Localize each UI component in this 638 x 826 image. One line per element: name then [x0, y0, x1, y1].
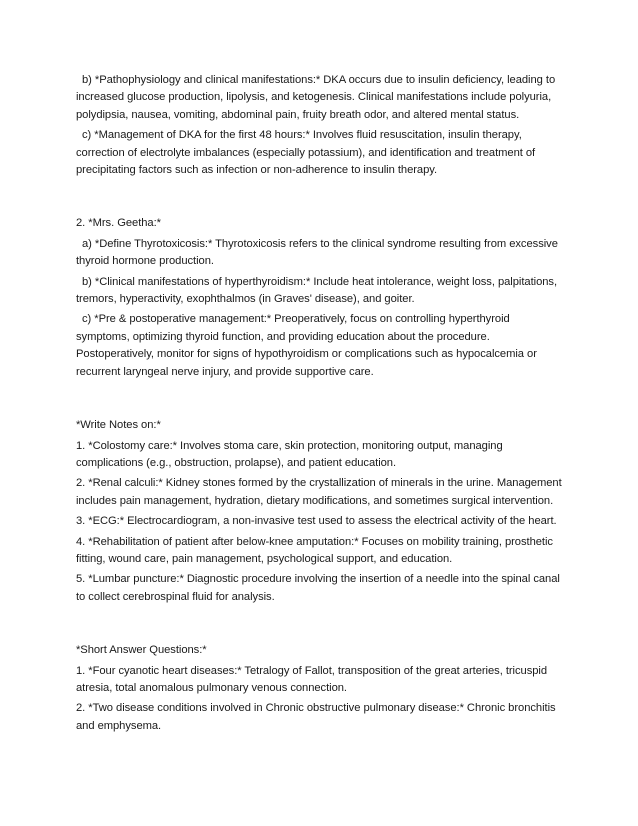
- short-answer-item-cyanotic: 1. *Four cyanotic heart diseases:* Tetralogy of Fallot, transposition of the great arteries, tricuspid atresia, total anomalous pulmonary venous connection.: [76, 664, 548, 694]
- notes-item-ecg: 3. *ECG:* Electrocardiogram, a non-invasive test used to assess the electrical activity of the heart.: [76, 515, 557, 528]
- notes-item-amputation: 4. *Rehabilitation of patient after below-knee amputation:* Focuses on mobility training, prosthetic fitting, wound care, pain management, psychological support, and education.: [76, 535, 553, 565]
- notes-item-renal-calculi: 2. *Renal calculi:* Kidney stones formed by the crystallization of minerals in the urine. Management includes pain management, hydration, dietary modifications, and sometimes surgical intervention.: [76, 477, 562, 507]
- notes-item-lumbar-puncture: 5. *Lumbar puncture:* Diagnostic procedure involving the insertion of a needle into the spinal canal to collect cerebrospinal fluid for analysis.: [76, 573, 560, 603]
- geetha-item-a: a) *Define Thyrotoxicosis:* Thyrotoxicosis refers to the clinical syndrome resulting from excessive thyroid hormone production.: [76, 237, 558, 268]
- short-answer-item-copd: 2. *Two disease conditions involved in Chronic obstructive pulmonary disease:* Chronic bronchitis and emphysema.: [76, 702, 556, 732]
- notes-item-colostomy: 1. *Colostomy care:* Involves stoma care, skin protection, monitoring output, managing complications (e.g., obstruction, prolapse), and patient education.: [76, 439, 503, 469]
- dka-item-c: c) *Management of DKA for the first 48 hours:* Involves fluid resuscitation, insulin therapy, correction of electrolyte imbalances (especially potassium), and identification and treatment of precipitating factors such as infection or non-adherence to insulin therapy.: [76, 129, 536, 177]
- dka-item-b: b) *Pathophysiology and clinical manifestations:* DKA occurs due to insulin deficiency, leading to increased glucose production, lipolysis, and ketogenesis. Clinical manifestations include polyuria, polydipsia, nausea, vomiting, abdominal pain, fruity breath odor, and altered mental status.: [76, 74, 556, 121]
- geetha-heading: 2. *Mrs. Geetha:*: [76, 217, 161, 230]
- notes-heading: *Write Notes on:*: [76, 419, 161, 432]
- geetha-item-c: c) *Pre & postoperative management:* Preoperatively, focus on controlling hyperthyroid symptoms, optimizing thyroid function, and providing education about the procedure. Postoperatively, monitor for signs of hypothyroidism or complications such as hypocalcemia or recurrent laryngeal nerve injury, and provide supportive care.: [76, 313, 537, 378]
- document-body: [76, 72, 564, 735]
- geetha-item-b: b) *Clinical manifestations of hyperthyroidism:* Include heat intolerance, weight loss, palpitations, tremors, hyperactivity, exophthalmos (in Graves' disease), and goiter.: [76, 275, 558, 306]
- short-answer-heading: *Short Answer Questions:*: [76, 644, 207, 657]
